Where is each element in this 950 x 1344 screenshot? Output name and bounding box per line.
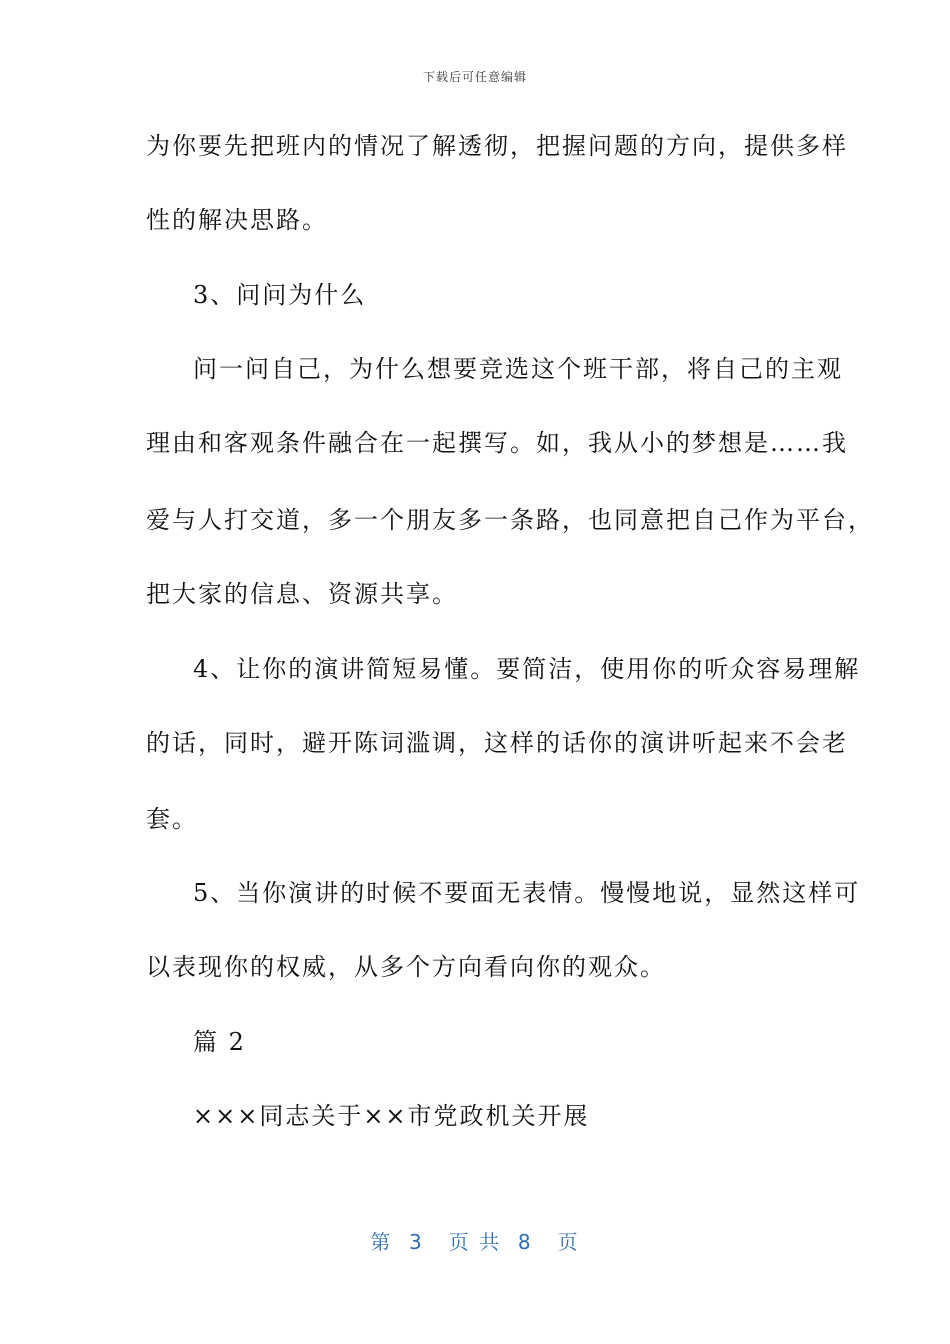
page-footer xyxy=(0,1226,950,1255)
section-item-5: 5、当你演讲的时候不要面无表情。慢慢地说，显然这样可 xyxy=(193,879,861,907)
body-line-4: 问一问自己，为什么想要竞选这个班干部，将自己的主观 xyxy=(193,355,843,383)
body-line-12: 以表现你的权威，从多个方向看向你的观众。 xyxy=(146,953,666,981)
page-number-text: 第 3 页 共 8 页 xyxy=(370,1230,580,1254)
section-item-4: 4、让你的演讲简短易懂。要简洁，使用你的听众容易理解 xyxy=(193,655,861,683)
body-line-1: 为你要先把班内的情况了解透彻，把握问题的方向，提供多样 xyxy=(146,132,848,160)
body-line-10: 套。 xyxy=(146,805,198,833)
body-line-6: 爱与人打交道，多一个朋友多一条路，也同意把自己作为平台， xyxy=(146,506,874,534)
body-line-5: 理由和客观条件融合在一起撰写。如，我从小的梦想是……我 xyxy=(146,429,848,457)
body-line-7: 把大家的信息、资源共享。 xyxy=(146,580,458,608)
section-heading-3: 3、问问为什么 xyxy=(193,281,367,309)
body-line-9: 的话，同时，避开陈词滥调，这样的话你的演讲听起来不会老 xyxy=(146,729,848,757)
page-header: 下载后可任意编辑 xyxy=(422,70,527,84)
chapter-heading: 篇 2 xyxy=(193,1028,246,1056)
article-title-line: ×××同志关于××市党政机关开展 xyxy=(193,1102,590,1130)
body-line-2: 性的解决思路。 xyxy=(146,206,328,234)
